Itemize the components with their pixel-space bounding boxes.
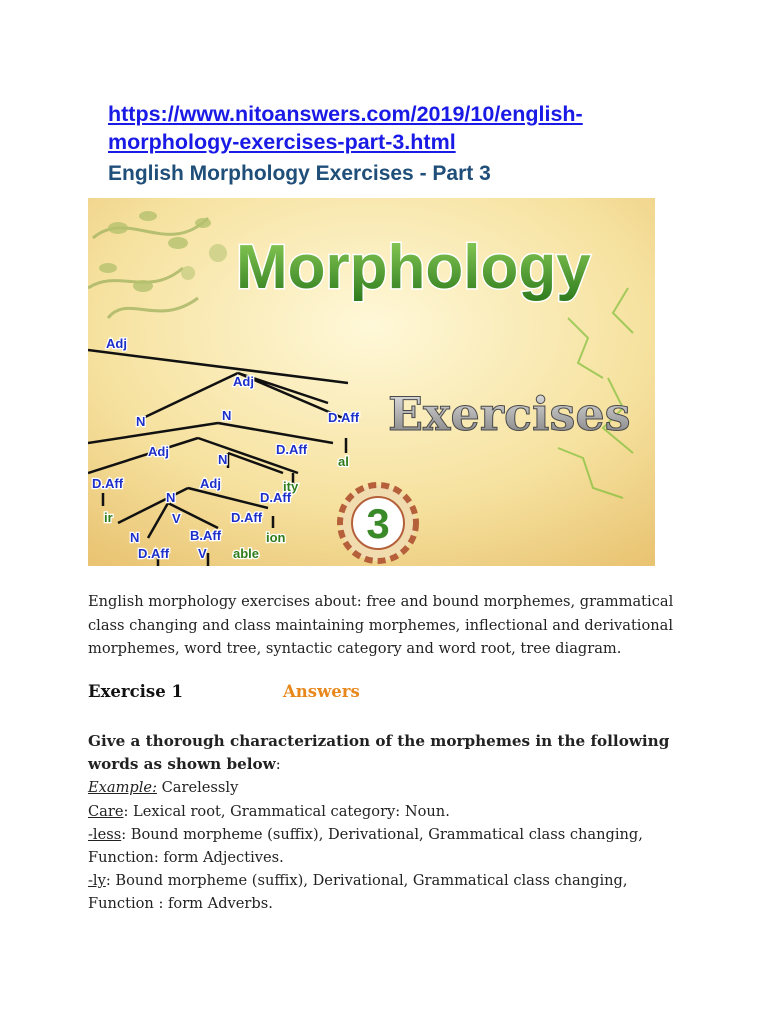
- example-word: Carelessly: [157, 779, 239, 797]
- tree-label: Adj: [200, 476, 221, 491]
- tree-label: Adj: [106, 336, 127, 351]
- url-line-1[interactable]: https://www.nitoanswers.com/2019/10/english-: [108, 102, 583, 126]
- care-text: : Lexical root, Grammatical category: Noun.: [123, 802, 450, 820]
- intro-paragraph: English morphology exercises about: free and bound morphemes, grammatical class changing and class maintaining morphemes, inflectional and derivational morphemes, word tree, syntactic category and word root, tree diagram.: [88, 593, 674, 657]
- tree-label: D.Aff: [276, 442, 308, 457]
- exercise-label: Exercise 1: [88, 682, 183, 701]
- less-label: -less: [88, 825, 122, 843]
- svg-text:3: 3: [366, 500, 390, 547]
- page-title: English Morphology Exercises - Part 3: [108, 162, 491, 185]
- exercise-instructions: [88, 730, 688, 916]
- tree-label: N: [136, 414, 146, 429]
- source-url-link[interactable]: [108, 100, 668, 156]
- morphology-banner-image: [88, 198, 655, 566]
- tree-label: D.Aff: [138, 546, 170, 561]
- tree-label: V: [198, 546, 207, 561]
- tree-label: D.Aff: [260, 490, 292, 505]
- tree-label: N: [166, 490, 176, 505]
- tree-label: Adj: [148, 444, 169, 459]
- less-text: : Bound morpheme (suffix), Derivational, Grammatical class changing, Function: form Adjectives.: [88, 825, 643, 867]
- tree-label: able: [233, 546, 260, 561]
- tree-label: al: [338, 454, 349, 469]
- care-label: Care: [88, 802, 124, 820]
- number-three-badge: [340, 485, 416, 561]
- instruction-lead: Give a thorough characterization of the morphemes in the following words as shown below: [88, 732, 670, 774]
- banner-subheading: Exercises: [388, 387, 631, 441]
- exercise-header: [88, 682, 678, 708]
- instruction-colon: :: [275, 756, 281, 774]
- tree-label: ir: [104, 510, 113, 525]
- tree-label: D.Aff: [231, 510, 263, 525]
- ly-text: : Bound morpheme (suffix), Derivational, Grammatical class changing, Function : form Adverbs.: [88, 872, 628, 913]
- ly-label: -ly: [88, 872, 106, 890]
- banner-heading: Morphology: [236, 233, 591, 302]
- tree-label: V: [172, 511, 181, 526]
- answers-link[interactable]: Answers: [283, 682, 360, 701]
- tree-label: N: [218, 452, 228, 467]
- tree-label: B.Aff: [190, 528, 222, 543]
- tree-label: Adj: [233, 374, 254, 389]
- tree-label: ity: [283, 479, 299, 494]
- tree-label: ion: [266, 530, 286, 545]
- example-label: Example:: [88, 779, 157, 797]
- url-line-2[interactable]: morphology-exercises-part-3.html: [108, 130, 456, 154]
- tree-label: N: [130, 530, 140, 545]
- tree-label: D.Aff: [92, 476, 124, 491]
- tree-label: D.Aff: [328, 410, 360, 425]
- tree-label: N: [222, 408, 232, 423]
